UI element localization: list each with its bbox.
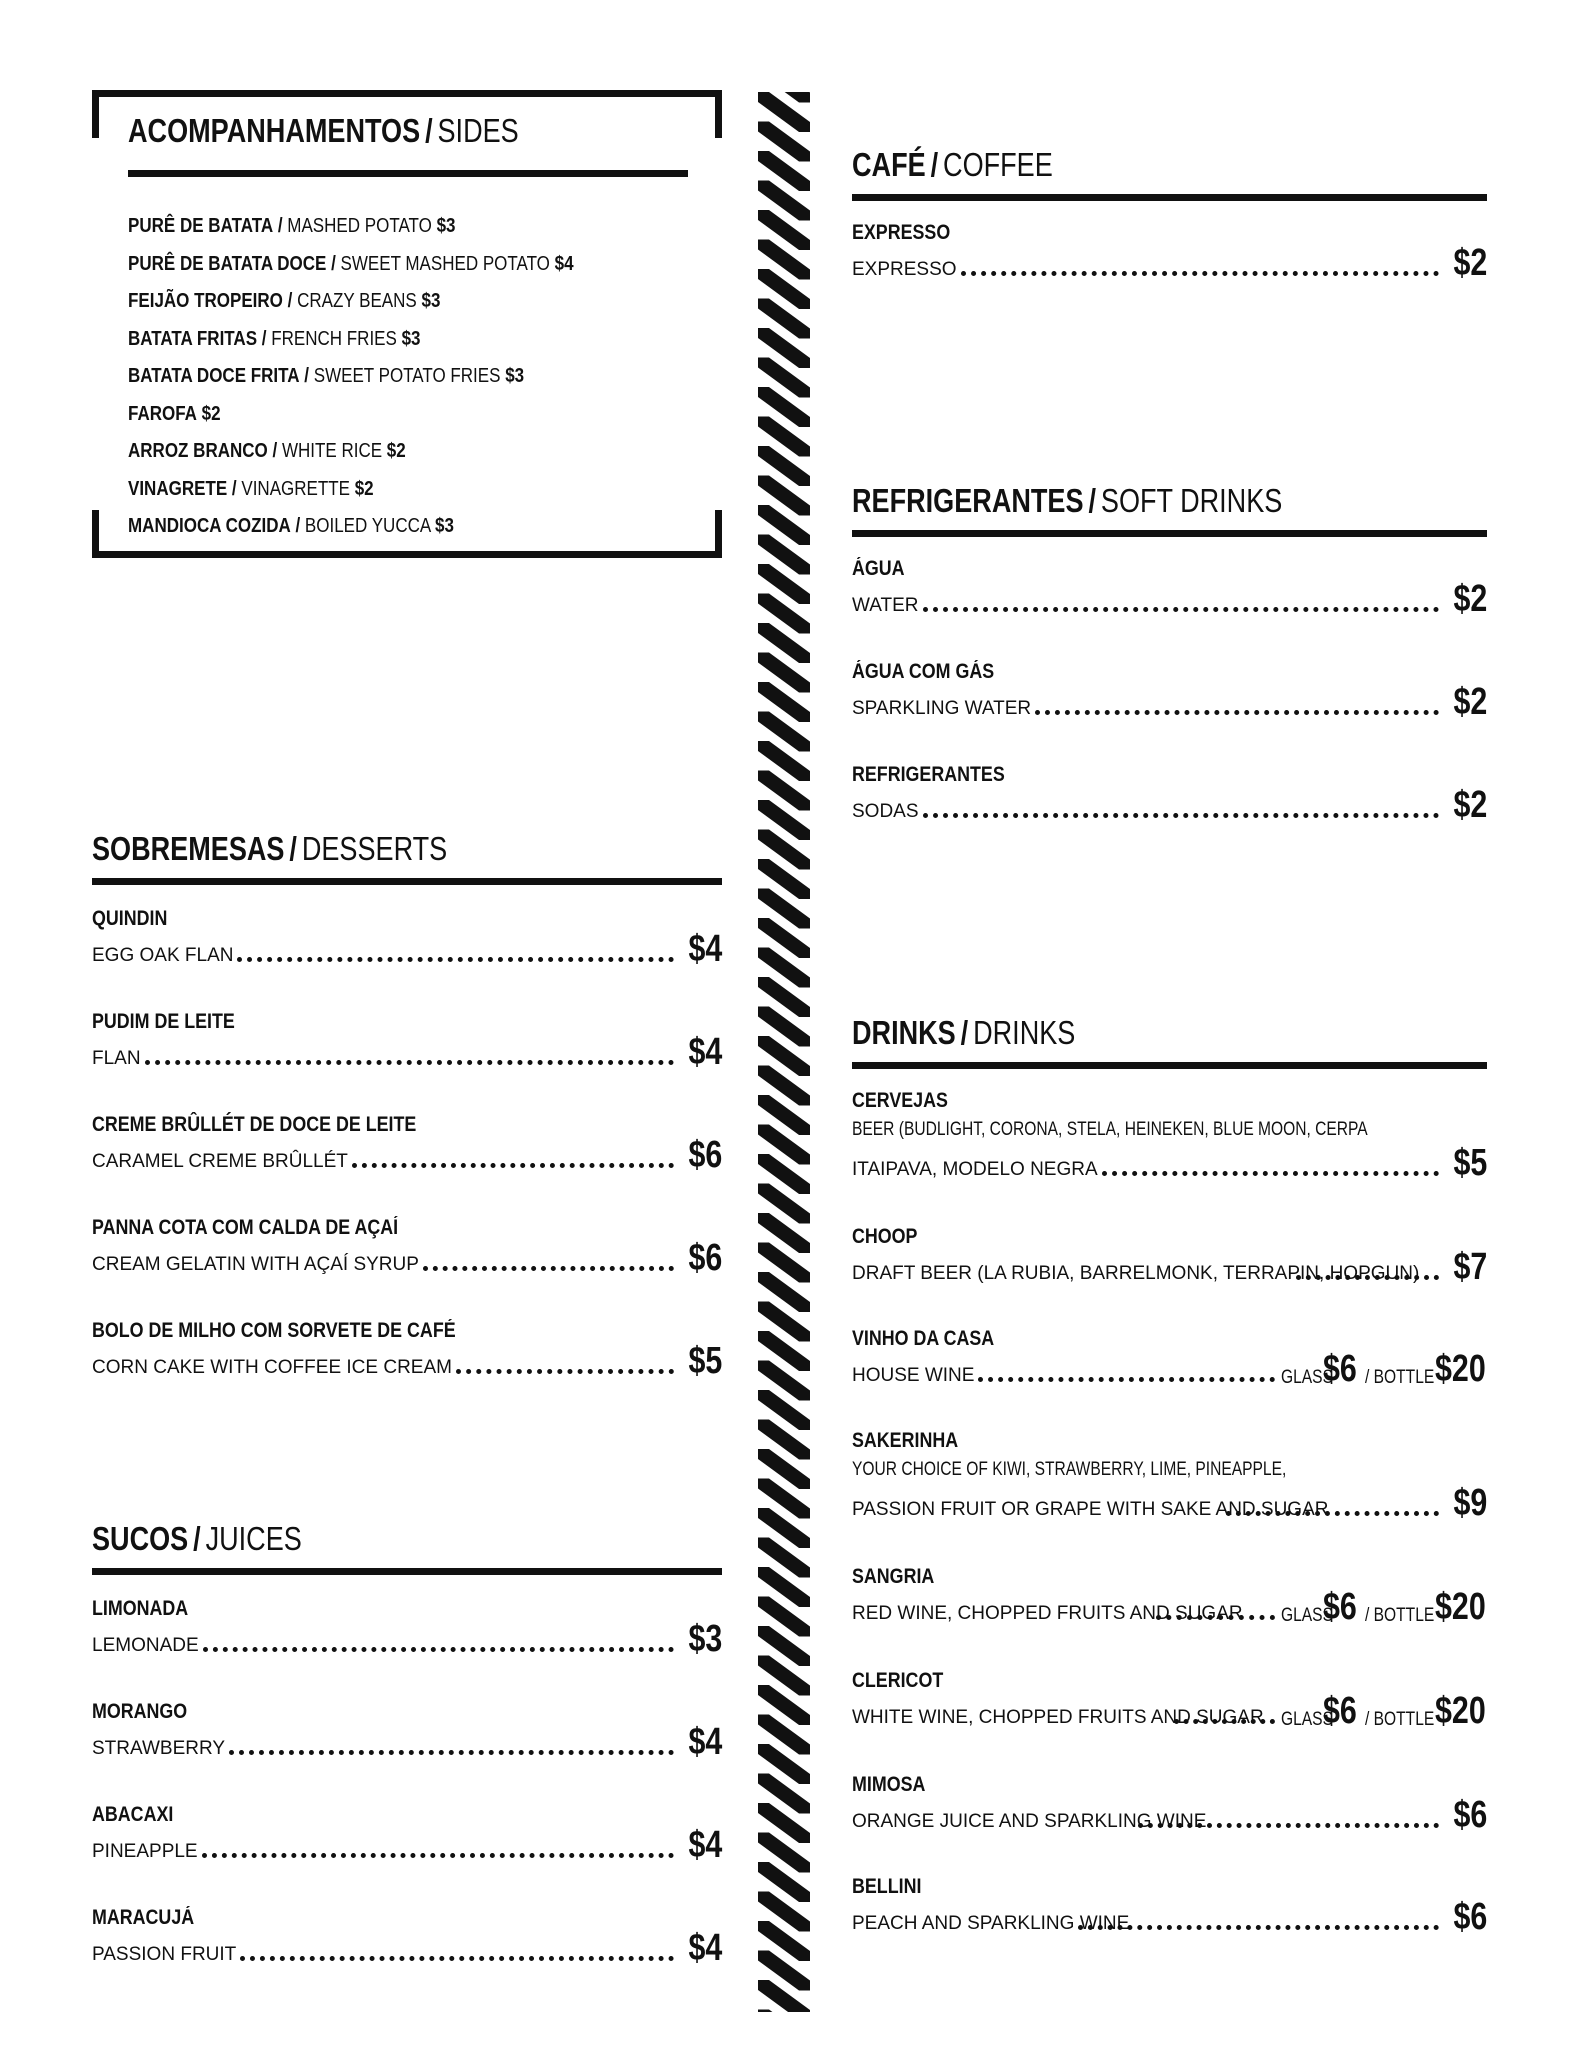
item-desc: PINEAPPLE [92, 1841, 198, 1862]
dot-leader [1226, 1510, 1439, 1516]
glass-price: $6 [1323, 1690, 1357, 1732]
item-desc: STRAWBERRY [92, 1738, 226, 1759]
dot-leader [923, 812, 1439, 818]
item-desc: HOUSE WINE [852, 1365, 975, 1386]
side-item: MANDIOCA COZIDA / BOILED YUCCA $3 [128, 515, 454, 537]
dot-leader [423, 1265, 674, 1271]
dessert-item [92, 1008, 722, 1111]
item-desc: WHITE WINE, CHOPPED FRUITS AND SUGAR [852, 1707, 1264, 1728]
item-name: PANNA COTA COM CALDA DE AÇAÍ [92, 1216, 399, 1239]
dot-leader [1102, 1170, 1439, 1176]
side-item: PURÊ DE BATATA DOCE / SWEET MASHED POTATO $4 [128, 252, 574, 275]
coffee-section [852, 146, 1487, 322]
glass-bottle-prices [1281, 1691, 1487, 1731]
dessert-item [92, 1317, 722, 1420]
item-desc: PASSION FRUIT [92, 1944, 237, 1965]
item-name: CREME BRÛLLÉT DE DOCE DE LEITE [92, 1113, 417, 1136]
item-name: SAKERINHA [852, 1429, 959, 1452]
dessert-item [92, 1214, 722, 1317]
desserts-heading: SOBREMESAS / DESSERTS [92, 830, 448, 867]
drink-item [852, 1873, 1487, 1975]
dot-leader [1174, 1718, 1275, 1724]
item-price: $4 [688, 928, 722, 970]
drinks-section [852, 1014, 1487, 1975]
item-name: QUINDIN [92, 907, 168, 930]
item-desc: RED WINE, CHOPPED FRUITS AND SUGAR [852, 1603, 1243, 1624]
dessert-item [92, 1111, 722, 1214]
drinks-heading: DRINKS / DRINKS [852, 1014, 1076, 1051]
drink-item [852, 1771, 1487, 1873]
bottle-price: $20 [1435, 1690, 1486, 1732]
dot-leader [923, 606, 1439, 612]
coffee-item [852, 219, 1487, 322]
item-desc: ITAIPAVA, MODELO NEGRA [852, 1159, 1098, 1180]
item-name: BOLO DE MILHO COM SORVETE DE CAFÉ [92, 1319, 456, 1342]
item-name: PUDIM DE LEITE [92, 1010, 235, 1033]
side-item: ARROZ BRANCO / WHITE RICE $2 [128, 440, 406, 462]
drink-item [852, 1427, 1487, 1563]
item-name: REFRIGERANTES [852, 763, 1005, 786]
item-name: CHOOP [852, 1225, 918, 1248]
drink-item [852, 1223, 1487, 1325]
bottle-label: / BOTTLE [1365, 1709, 1435, 1730]
sides-heading: ACOMPANHAMENTOS / SIDES [128, 112, 519, 149]
item-price: $7 [1453, 1246, 1487, 1288]
soft-drinks-heading: REFRIGERANTES / SOFT DRINKS [852, 482, 1283, 519]
dot-leader [1035, 709, 1439, 715]
item-name: ABACAXI [92, 1803, 174, 1826]
item-desc: CARAMEL CREME BRÛLLÉT [92, 1151, 348, 1172]
item-name: MIMOSA [852, 1773, 926, 1796]
desserts-rule [92, 878, 722, 885]
item-desc: DRAFT BEER (LA RUBIA, BARRELMONK, TERRAPIN, HOPGUN) [852, 1263, 1420, 1284]
sides-rule [128, 170, 688, 177]
glass-label: GLASS [1281, 1367, 1333, 1388]
soft-drink-item [852, 555, 1487, 658]
item-price: $6 [688, 1134, 722, 1176]
juice-item [92, 1801, 722, 1904]
dot-leader [145, 1059, 674, 1065]
item-name: EXPRESSO [852, 221, 951, 244]
item-price: $5 [1453, 1142, 1487, 1184]
right-column [852, 90, 1487, 1975]
sides-section [92, 90, 722, 570]
dot-leader [1078, 1924, 1439, 1930]
item-name: CLERICOT [852, 1669, 944, 1692]
glass-label: GLASS [1281, 1605, 1333, 1626]
dot-leader [978, 1376, 1275, 1382]
diagonal-stripe-divider [758, 92, 810, 2012]
left-column [92, 90, 722, 2007]
coffee-heading: CAFÉ / COFFEE [852, 146, 1053, 183]
item-name: CERVEJAS [852, 1089, 948, 1112]
side-item: BATATA DOCE FRITA / SWEET POTATO FRIES $3 [128, 365, 525, 387]
dot-leader [229, 1749, 674, 1755]
juice-item [92, 1698, 722, 1801]
item-desc: YOUR CHOICE OF KIWI, STRAWBERRY, LIME, PINEAPPLE, [852, 1459, 1287, 1480]
item-name: ÁGUA [852, 557, 905, 580]
item-price: $9 [1453, 1482, 1487, 1524]
drinks-rule [852, 1062, 1487, 1069]
item-name: SANGRIA [852, 1565, 935, 1588]
soft-drinks-section [852, 482, 1487, 864]
item-price: $2 [1453, 681, 1487, 723]
juice-item [92, 1595, 722, 1698]
bottle-price: $20 [1435, 1586, 1486, 1628]
dot-leader [202, 1852, 674, 1858]
item-price: $2 [1453, 242, 1487, 284]
item-desc: WATER [852, 595, 919, 616]
drink-item [852, 1325, 1487, 1427]
drink-item [852, 1087, 1487, 1223]
juices-heading: SUCOS / JUICES [92, 1520, 302, 1557]
dot-leader [240, 1955, 673, 1961]
glass-bottle-prices [1281, 1349, 1487, 1389]
item-price: $6 [688, 1237, 722, 1279]
bottle-label: / BOTTLE [1365, 1605, 1435, 1626]
side-item: FEIJÃO TROPEIRO / CRAZY BEANS $3 [128, 290, 441, 312]
soft-drink-item [852, 658, 1487, 761]
item-desc: EGG OAK FLAN [92, 945, 234, 966]
glass-price: $6 [1323, 1348, 1357, 1390]
dot-leader [1156, 1614, 1275, 1620]
drink-item [852, 1563, 1487, 1667]
item-price: $6 [1453, 1896, 1487, 1938]
dessert-item [92, 905, 722, 1008]
glass-price: $6 [1323, 1586, 1357, 1628]
item-desc: PASSION FRUIT OR GRAPE WITH SAKE AND SUGAR [852, 1499, 1329, 1520]
item-desc: LEMONADE [92, 1635, 199, 1656]
item-price: $4 [688, 1721, 722, 1763]
dot-leader [1138, 1822, 1439, 1828]
item-name: BELLINI [852, 1875, 922, 1898]
item-name: LIMONADA [92, 1597, 189, 1620]
item-desc: BEER (BUDLIGHT, CORONA, STELA, HEINEKEN, BLUE MOON, CERPA [852, 1119, 1368, 1140]
item-price: $6 [1453, 1794, 1487, 1836]
item-price: $4 [688, 1927, 722, 1969]
side-item: VINAGRETE / VINAGRETTE $2 [128, 477, 374, 500]
drink-item [852, 1667, 1487, 1771]
item-name: MORANGO [92, 1700, 188, 1723]
soft-drinks-rule [852, 530, 1487, 537]
juices-section [92, 1520, 722, 2007]
side-item: BATATA FRITAS / FRENCH FRIES $3 [128, 327, 421, 350]
dot-leader [1296, 1274, 1439, 1280]
juices-rule [92, 1568, 722, 1575]
dot-leader [203, 1646, 674, 1652]
item-price: $3 [688, 1618, 722, 1660]
bottle-label: / BOTTLE [1365, 1367, 1435, 1388]
juice-item [92, 1904, 722, 2007]
soft-drink-item [852, 761, 1487, 864]
item-name: MARACUJÁ [92, 1906, 195, 1929]
item-desc: ORANGE JUICE AND SPARKLING WINE [852, 1811, 1207, 1832]
item-price: $5 [688, 1340, 722, 1382]
item-price: $2 [1453, 578, 1487, 620]
item-name: ÁGUA COM GÁS [852, 660, 995, 683]
coffee-rule [852, 194, 1487, 201]
item-price: $2 [1453, 784, 1487, 826]
item-desc: CREAM GELATIN WITH AÇAÍ SYRUP [92, 1254, 419, 1275]
dot-leader [961, 270, 1439, 276]
sides-list [128, 208, 652, 546]
item-name: VINHO DA CASA [852, 1327, 995, 1350]
dot-leader [352, 1162, 674, 1168]
item-price: $4 [688, 1031, 722, 1073]
dot-leader [237, 956, 673, 962]
item-desc: FLAN [92, 1048, 141, 1069]
item-desc: SODAS [852, 801, 919, 822]
desserts-section [92, 830, 722, 1420]
glass-bottle-prices [1281, 1587, 1487, 1627]
bottle-price: $20 [1435, 1348, 1486, 1390]
item-desc: EXPRESSO [852, 259, 957, 280]
glass-label: GLASS [1281, 1709, 1333, 1730]
item-desc: CORN CAKE WITH COFFEE ICE CREAM [92, 1357, 452, 1378]
item-price: $4 [688, 1824, 722, 1866]
dot-leader [456, 1368, 674, 1374]
side-item: FAROFA $2 [128, 402, 221, 425]
item-desc: PEACH AND SPARKLING WINE [852, 1913, 1130, 1934]
side-item: PURÊ DE BATATA / MASHED POTATO $3 [128, 215, 456, 237]
item-desc: SPARKLING WATER [852, 698, 1032, 719]
